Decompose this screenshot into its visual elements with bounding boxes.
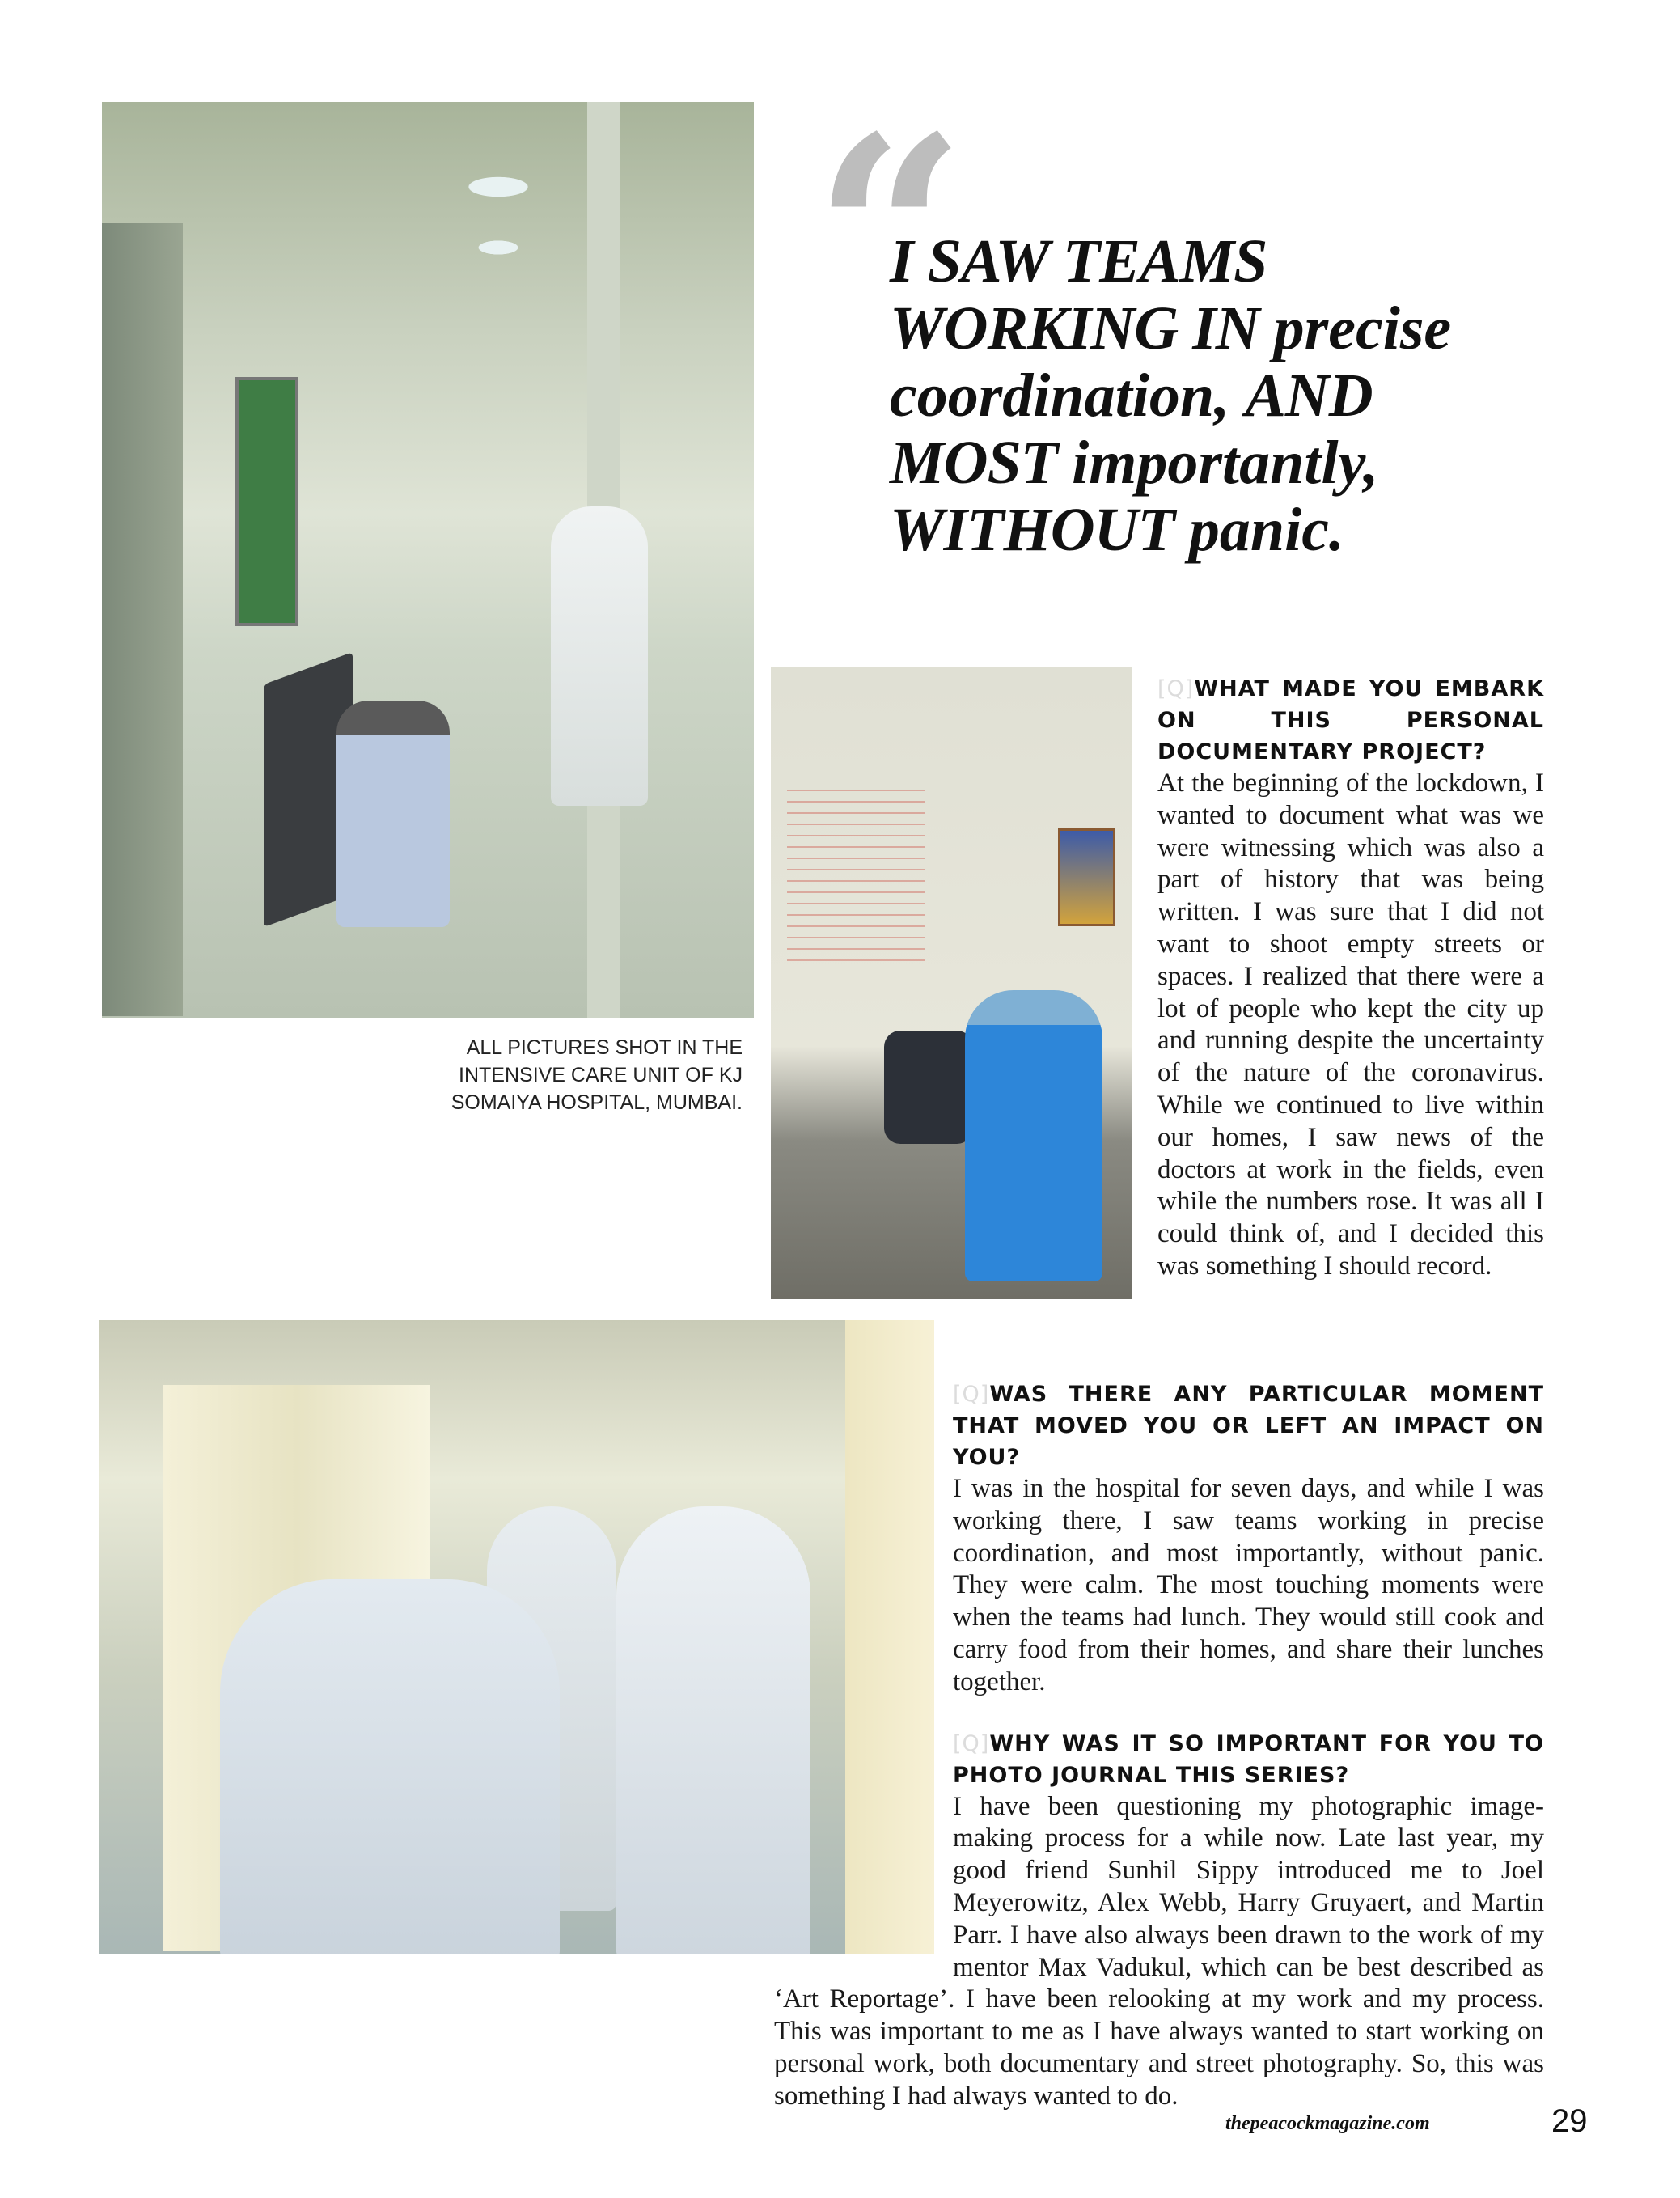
chair: [884, 1031, 973, 1144]
wall-poster: [1058, 828, 1115, 926]
corridor-wall: [102, 223, 183, 1016]
health-worker-ppe: [551, 506, 648, 806]
pull-quote-part: I SAW TEAMS WORKING IN: [890, 227, 1274, 362]
notice-board: [235, 377, 298, 626]
pull-quote-part: WITHOUT: [890, 496, 1189, 564]
answer-text: I was in the hospital for seven days, and while I was working there, I saw teams working in precise coordination, and most importantly, without panic. They were calm. The most touching moments were when the teams had lunch. They would still cook and carry food from their homes, and share their lunches together.: [953, 1474, 1544, 1696]
worker-in-blue-scrubs: [965, 990, 1102, 1281]
pull-quote: [890, 228, 1537, 564]
page-number: 29: [1551, 2103, 1588, 2139]
pull-quote-part: importantly,: [1072, 429, 1379, 497]
photo-waiting-room: [771, 667, 1132, 1299]
answer-text: I have been questioning my photographic image-making process for a while now. Late last year, my good friend Sunhil Sippy introduced me to Joel Meyerowitz, Alex Webb, Harry Gruyaert, and Martin Parr. I have also always been drawn to the work of my mentor Max Vadukul, which can be best described as ‘Art Reportage’. I have been relooking at my work and my process. This was important to me as I have always wanted to start working on personal work, both documentary and street photography. So, this was something I had always wanted to do.: [774, 1791, 1544, 2111]
question-marker: [Q]: [1157, 676, 1195, 701]
question-marker: [Q]: [953, 1382, 990, 1407]
seated-man: [336, 701, 450, 927]
answer-text: At the beginning of the lockdown, I wanted to document what was we were witnessing which was also a part of history that was being written. I was sure that I did not want to shoot empty streets or spaces. I realized that there were a lot of people who kept the city up and running despite the uncertainty of the nature of the coronavirus. While we continued to live within our homes, I saw news of the doctors at work in the fields, even while the numbers rose. It was all I could think of, and I decided this was something I should record.: [1157, 769, 1544, 1281]
handwritten-list: [787, 780, 925, 966]
pull-quote-part: panic.: [1188, 496, 1345, 564]
question-marker: [Q]: [953, 1730, 990, 1756]
health-worker-ppe: [220, 1579, 560, 1954]
question-text: WHY WAS IT SO IMPORTANT FOR YOU TO PHOTO JOURNAL THIS SERIES?: [953, 1730, 1544, 1788]
quote-mark-icon: “: [813, 78, 967, 392]
pull-quote-part: AND MOST: [890, 362, 1373, 497]
photo-caption: ALL PICTURES SHOT IN THE INTENSIVE CARE UNIT OF KJ SOMAIYA HOSPITAL, MUMBAI.: [451, 1036, 743, 1114]
footer-website: thepeacockmagazine.com: [1225, 2113, 1430, 2134]
pull-quote-part: precise coordination,: [890, 294, 1452, 430]
question-text: WHAT MADE YOU EMBARK ON THIS PERSONAL DOCUMENTARY PROJECT?: [1157, 676, 1544, 764]
question-heading: [1157, 673, 1544, 768]
interview-q1: [1157, 673, 1544, 1283]
question-text: WAS THERE ANY PARTICULAR MOMENT THAT MOVED YOU OR LEFT AN IMPACT ON YOU?: [953, 1382, 1544, 1470]
photo-hospital-corridor: [102, 102, 754, 1018]
interview-q2-q3: [774, 1379, 1544, 2113]
